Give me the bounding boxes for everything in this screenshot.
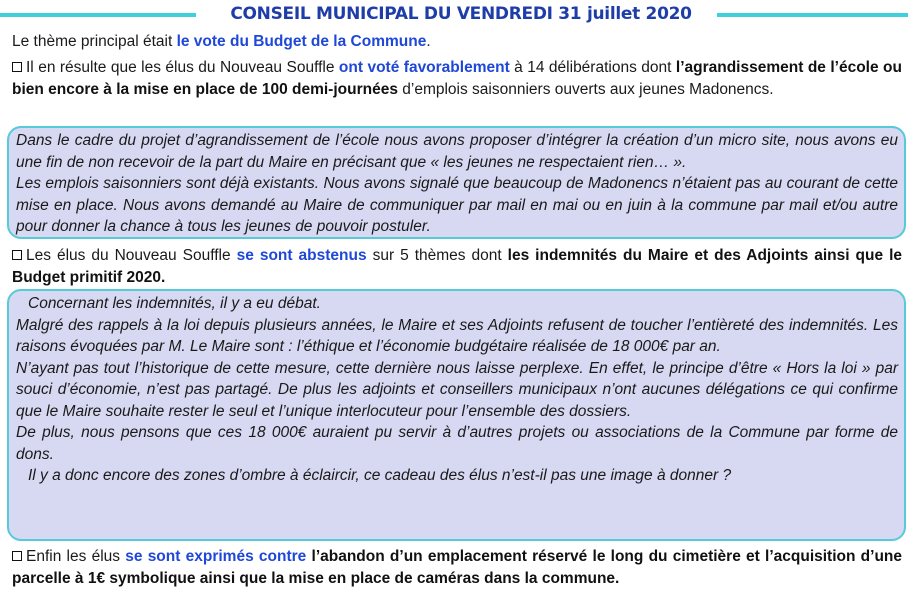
comment-box-2 bbox=[7, 289, 906, 541]
box1-paragraph: Dans le cadre du projet d’agrandissement de l’école nous avons proposer d’intégrer la création d’un micro site, nous avons eu une fin de non recevoir de la part du Maire en précisant que « les jeunes ne respectaient rien… ». bbox=[16, 132, 898, 171]
checkbox-icon bbox=[12, 250, 22, 260]
header-rule-right bbox=[717, 13, 908, 17]
item2-pre: Les élus du Nouveau Souffle bbox=[26, 247, 237, 264]
box2-paragraph: De plus, nous pensons que ces 18 000€ auraient pu servir à d’autres projets ou associations de la Commune par forme de dons. bbox=[16, 424, 898, 463]
item3-highlight: se sont exprimés contre bbox=[125, 548, 307, 565]
page-title: CONSEIL MUNICIPAL DU VENDREDI 31 juillet 2020 bbox=[230, 4, 692, 24]
box2-paragraph: Il y a donc encore des zones d’ombre à éclaircir, ce cadeau des élus n’est-il pas une image à donner ? bbox=[28, 467, 732, 484]
item1-bold: l’agrandissement de l’école ou bien encore à la mise en place de 100 demi-journées bbox=[12, 59, 902, 98]
item2-bold: les indemnités du Maire et des Adjoints ainsi que le Budget primitif 2020. bbox=[12, 247, 903, 286]
item1-highlight: ont voté favorablement bbox=[338, 59, 510, 76]
intro-paragraph bbox=[12, 31, 902, 53]
comment-box-1 bbox=[7, 126, 906, 239]
item3-pre: Enfin les élus bbox=[26, 548, 126, 565]
item1-pre: Il en résulte que les élus du Nouveau Souffle bbox=[26, 59, 339, 76]
checkbox-icon bbox=[12, 551, 22, 561]
intro-highlight: le vote du Budget de la Commune bbox=[176, 33, 427, 50]
item-abstained bbox=[12, 245, 902, 288]
box2-paragraph: N’ayant pas tout l’historique de cette mesure, cette dernière nous laisse perplexe. En effet, le principe d’être « Hors la loi » par souci d’économie, n’est pas partagé. De plus les adjoints et conseillers municipaux n’ont aucunes délégations ce qui confirme que le Maire souhaite rester le seul et l’unique interlocuteur pour l’ensemble des dossiers. bbox=[16, 359, 898, 420]
item2-mid: sur 5 thèmes dont bbox=[366, 247, 508, 264]
page-header bbox=[0, 4, 916, 26]
item3-bold: l’abandon d’un emplacement réservé le long du cimetière et l’acquisition d’une parcelle à 1€ symbolique ainsi que la mise en place de caméras dans la commune. bbox=[12, 548, 902, 587]
checkbox-icon bbox=[12, 62, 22, 72]
item1-mid: à 14 délibérations dont bbox=[509, 59, 676, 76]
item-voted-for bbox=[12, 57, 902, 100]
item1-post: d’emplois saisonniers ouverts aux jeunes Madonencs. bbox=[397, 80, 774, 98]
item2-highlight: se sont abstenus bbox=[236, 247, 367, 264]
intro-end: . bbox=[426, 33, 431, 50]
box2-paragraph: Concernant les indemnités, il y a eu débat. bbox=[28, 295, 321, 312]
intro-text: Le thème principal était bbox=[12, 33, 177, 50]
item-voted-against bbox=[12, 546, 902, 589]
header-rule-left bbox=[0, 13, 196, 17]
box2-paragraph: Malgré des rappels à la loi depuis plusieurs années, le Maire et ses Adjoints refusent de toucher l’entièreté des indemnités. Les raisons évoquées par M. Le Maire sont : l’éthique et l’économie budgétaire réalisée de 18 000€ par an. bbox=[16, 316, 898, 355]
box1-paragraph: Les emplois saisonniers sont déjà existants. Nous avons signalé que beaucoup de Madonencs n’étaient pas au courant de cette mise en place. Nous avons demandé au Maire de communiquer par mail en mai ou en juin à la commune par mail et/ou autre pour donner la chance à tous les jeunes de pouvoir postuler. bbox=[16, 175, 898, 235]
